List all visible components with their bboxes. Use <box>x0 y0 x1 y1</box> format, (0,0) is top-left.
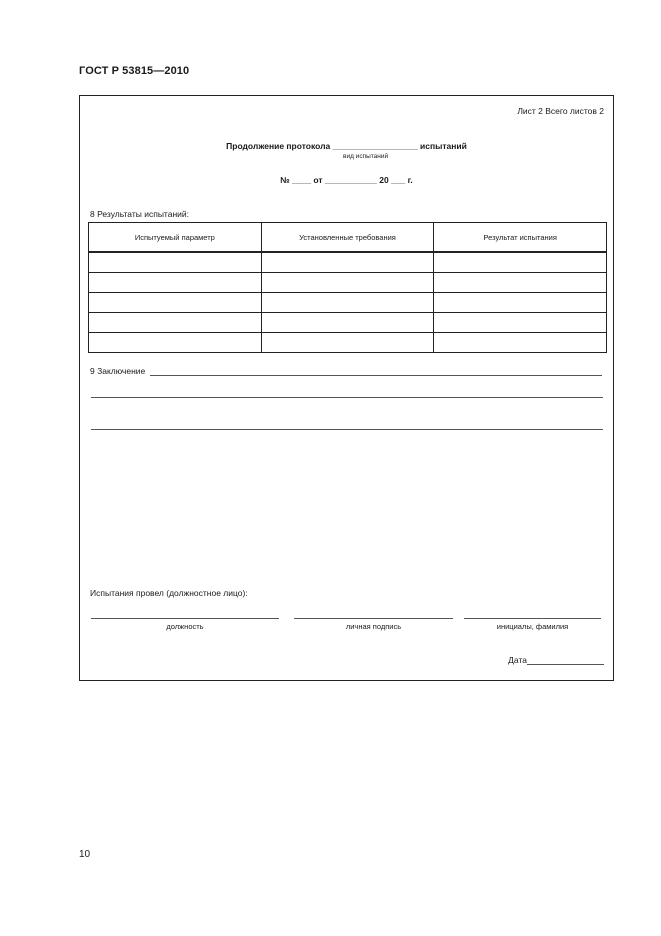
date-row <box>508 655 604 665</box>
table-cell[interactable] <box>434 293 607 313</box>
table-row <box>89 252 607 273</box>
table-cell[interactable] <box>434 252 607 273</box>
name-fill-line[interactable] <box>464 618 601 619</box>
column-header: Испытуемый параметр <box>89 223 262 253</box>
date-fill-line[interactable] <box>527 655 604 665</box>
table-cell[interactable] <box>261 293 434 313</box>
signature-caption: личная подпись <box>345 622 402 631</box>
standard-header: ГОСТ Р 53815—2010 <box>79 65 190 77</box>
conducted-by-label: Испытания провел (должностное лицо): <box>90 588 248 598</box>
signature-fill-line[interactable] <box>294 618 453 619</box>
protocol-form <box>79 95 614 681</box>
table-cell[interactable] <box>89 273 262 293</box>
test-type-caption: вид испытаний <box>343 153 389 160</box>
table-row <box>89 293 607 313</box>
table-cell[interactable] <box>89 313 262 333</box>
section-8-label: 8 Результаты испытаний: <box>90 209 190 219</box>
table-cell[interactable] <box>89 333 262 353</box>
table-cell[interactable] <box>261 333 434 353</box>
conclusion-row <box>90 366 602 376</box>
section-9-label: 9 Заключение <box>90 366 146 376</box>
table-cell[interactable] <box>261 313 434 333</box>
table-cell[interactable] <box>261 273 434 293</box>
protocol-number-line: № ____ от ___________ 20 ___ г. <box>280 175 413 185</box>
name-caption: инициалы, фамилия <box>496 622 569 631</box>
column-header: Установленные требования <box>261 223 434 253</box>
table-cell[interactable] <box>434 313 607 333</box>
protocol-title: Продолжение протокола __________________ испытаний <box>226 141 467 151</box>
conclusion-fill-line[interactable] <box>150 366 602 376</box>
page-number: 10 <box>79 849 91 860</box>
table-cell[interactable] <box>434 333 607 353</box>
table-cell[interactable] <box>434 273 607 293</box>
table-row <box>89 313 607 333</box>
table-cell[interactable] <box>261 252 434 273</box>
sheet-info: Лист 2 Всего листов 2 <box>517 106 604 116</box>
position-caption: должность <box>166 622 204 631</box>
conclusion-fill-line[interactable] <box>91 429 603 430</box>
table-row <box>89 333 607 353</box>
table-row <box>89 273 607 293</box>
results-table <box>88 222 607 353</box>
table-header-row <box>89 223 607 253</box>
column-header: Результат испытания <box>434 223 607 253</box>
table-cell[interactable] <box>89 293 262 313</box>
table-cell[interactable] <box>89 252 262 273</box>
date-label: Дата <box>508 655 527 665</box>
conclusion-fill-line[interactable] <box>91 397 603 398</box>
position-fill-line[interactable] <box>91 618 279 619</box>
